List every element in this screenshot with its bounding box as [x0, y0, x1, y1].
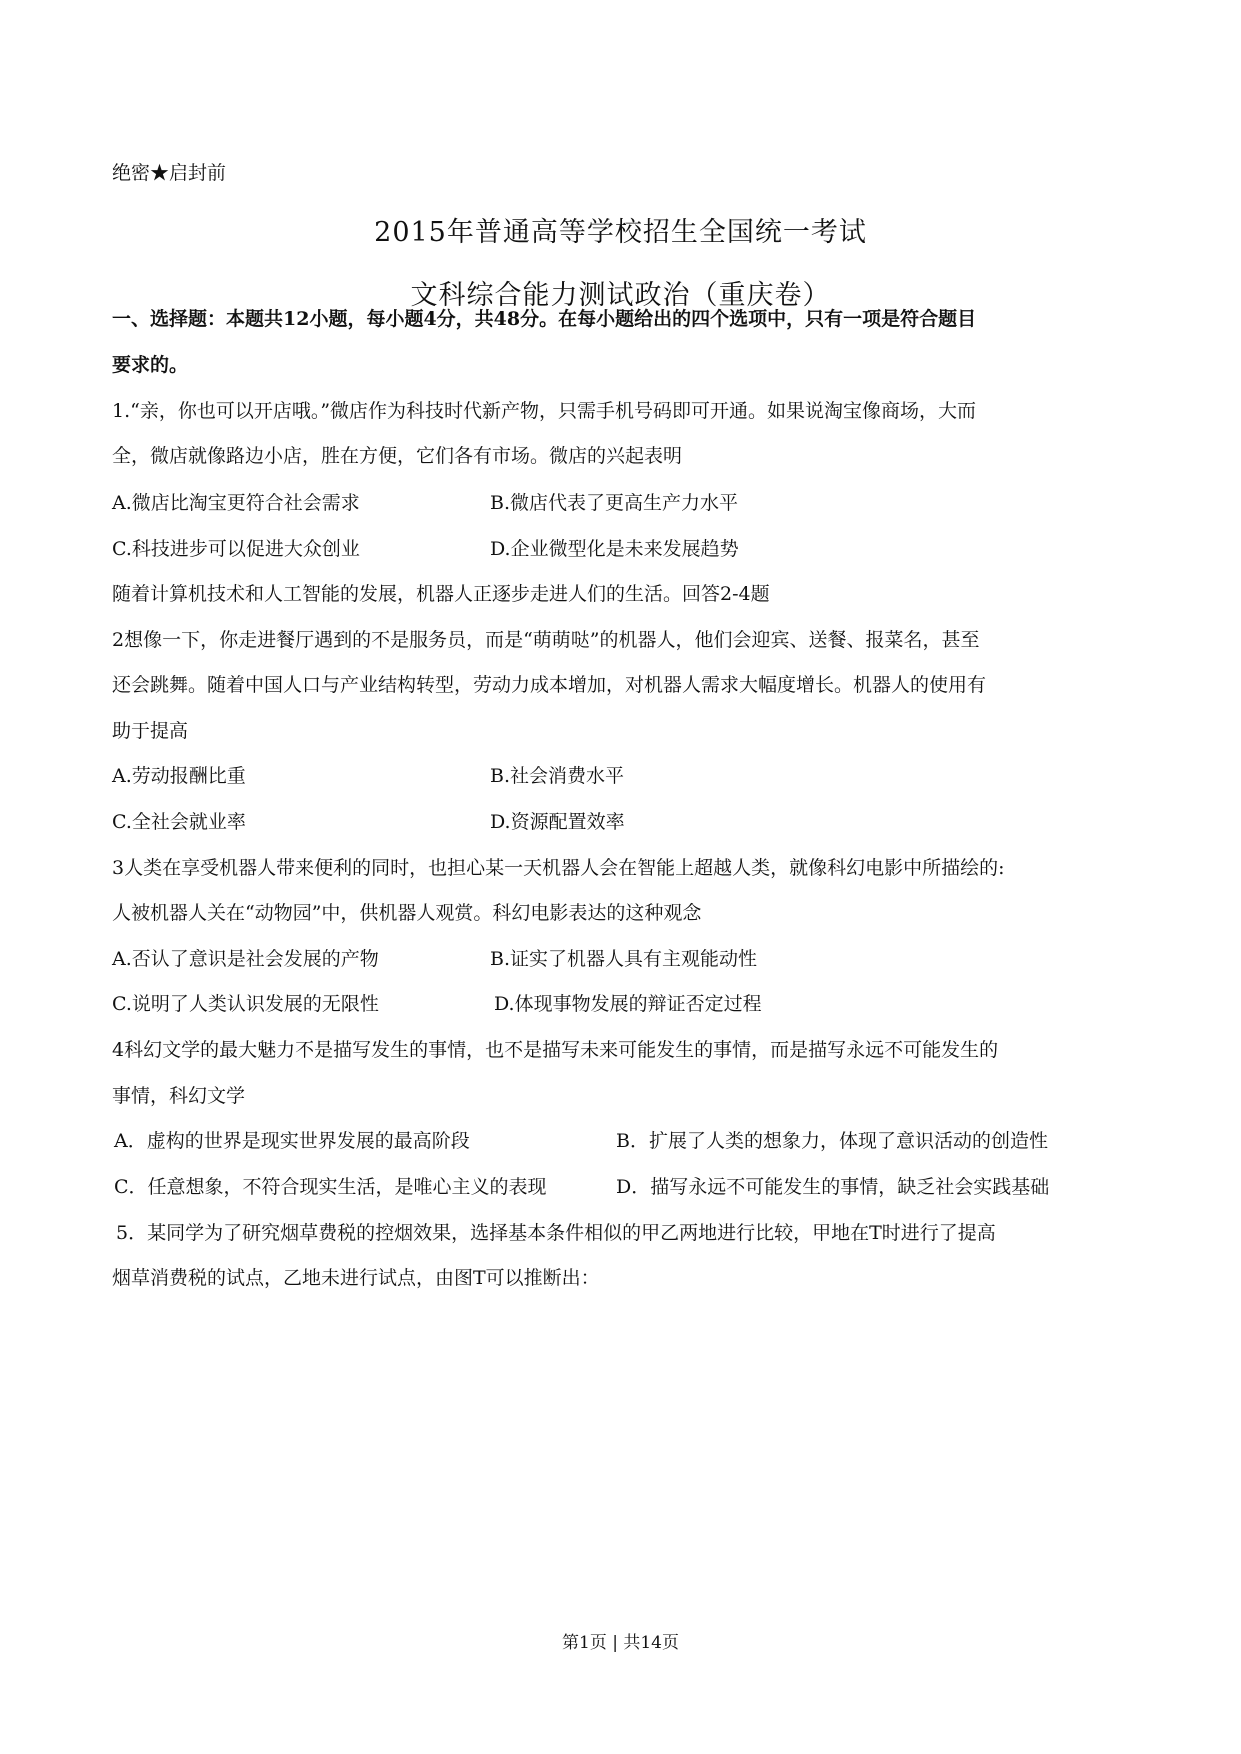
- q2-stem-line1: 2想像一下，你走进餐厅遇到的不是服务员，而是“萌萌哒”的机器人，他们会迎宾、送餐、报菜名，甚至: [112, 629, 980, 651]
- q4-stem-line1: 4科幻文学的最大魅力不是描写发生的事情，也不是描写未来可能发生的事情，而是描写永远不可能发生的: [112, 1039, 999, 1061]
- q5-stem-line2: 烟草消费税的试点，乙地未进行试点，由图T可以推断出：: [112, 1267, 600, 1289]
- exam-subtitle: 文科综合能力测试政治（重庆卷）: [410, 280, 831, 311]
- q3-option-c: C.说明了人类认识发展的无限性: [112, 993, 379, 1015]
- q2-option-d: D.资源配置效率: [490, 811, 625, 833]
- q3-option-a: A.否认了意识是社会发展的产物: [112, 948, 379, 970]
- q2-option-a: A.劳动报酬比重: [112, 765, 246, 787]
- q2-option-b: B.社会消费水平: [490, 765, 625, 787]
- q1-option-d: D.企业微型化是未来发展趋势: [490, 538, 739, 560]
- q5-stem-line1: 5．某同学为了研究烟草费税的控烟效果，选择基本条件相似的甲乙两地进行比较，甲地在T时进行了提高: [116, 1222, 996, 1244]
- q1-option-a: A.微店比淘宝更符合社会需求: [112, 492, 360, 514]
- q3-option-d: D.体现事物发展的辩证否定过程: [494, 993, 762, 1015]
- q4-option-b: B．扩展了人类的想象力，体现了意识活动的创造性: [616, 1130, 1048, 1152]
- q3-stem-line1: 3人类在享受机器人带来便利的同时，也担心某一天机器人会在智能上超越人类，就像科幻电影中所描绘的:: [112, 857, 1005, 879]
- confidential-label: 绝密★启封前: [112, 162, 227, 184]
- page-footer: 第1页 | 共14页: [562, 1633, 679, 1653]
- q2-stem-line2: 还会跳舞。随着中国人口与产业结构转型，劳动力成本增加，对机器人需求大幅度增长。机器人的使用有: [112, 674, 987, 696]
- q4-option-a: A．虚构的世界是现实世界发展的最高阶段: [114, 1130, 470, 1152]
- q1-option-b: B.微店代表了更高生产力水平: [490, 492, 739, 514]
- intro-2-4: 随着计算机技术和人工智能的发展，机器人正逐步走进人们的生活。回答2-4题: [112, 583, 770, 605]
- q4-stem-line2: 事情，科幻文学: [112, 1085, 246, 1107]
- exam-title: 2015年普通高等学校招生全国统一考试: [374, 217, 867, 248]
- q4-option-d: D．描写永远不可能发生的事情，缺乏社会实践基础: [616, 1176, 1050, 1198]
- q1-stem-line1: 1.“亲，你也可以开店哦。”微店作为科技时代新产物，只需手机号码即可开通。如果说淘宝像商场，大而: [112, 400, 977, 422]
- section-instruction-line1: 一、选择题：本题共12小题，每小题4分，共48分。在每小题给出的四个选项中，只有一项是符合题目: [112, 308, 977, 330]
- q3-option-b: B.证实了机器人具有主观能动性: [490, 948, 758, 970]
- q2-stem-line3: 助于提高: [112, 720, 189, 742]
- section-instruction-line2: 要求的。: [112, 354, 189, 376]
- q4-option-c: C．任意想象，不符合现实生活，是唯心主义的表现: [114, 1176, 547, 1198]
- q1-stem-line2: 全，微店就像路边小店，胜在方便，它们各有市场。微店的兴起表明: [112, 445, 683, 467]
- q3-stem-line2: 人被机器人关在“动物园”中，供机器人观赏。科幻电影表达的这种观念: [112, 902, 702, 924]
- q2-option-c: C.全社会就业率: [112, 811, 246, 833]
- q1-option-c: C.科技进步可以促进大众创业: [112, 538, 360, 560]
